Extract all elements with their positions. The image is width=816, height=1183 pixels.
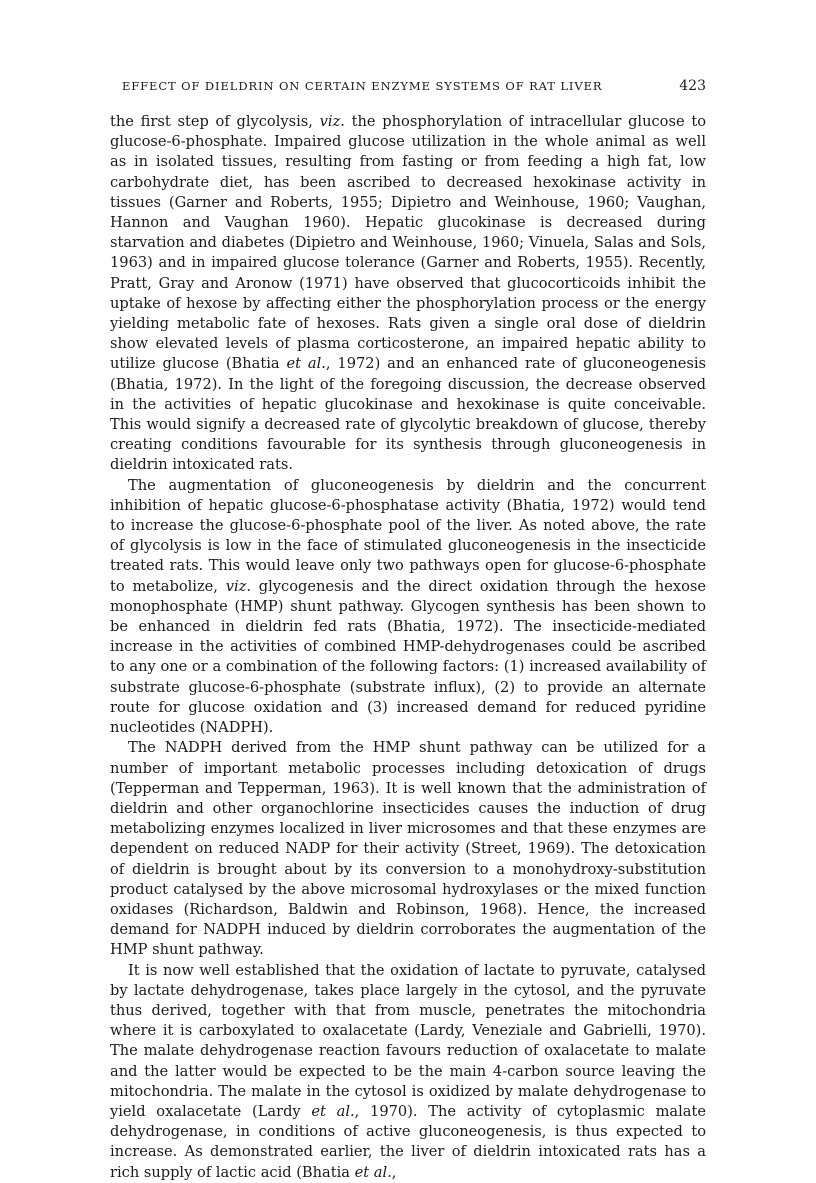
running-head bbox=[110, 78, 706, 94]
paragraph-3: The NADPH derived from the HMP shunt pathway can be utilized for a number of important metabolic processes including detoxication of drugs (Tepperman and Tepperman, 1963). It is well known that the administration of dieldrin and other organochlorine insecticides causes the induction of drug metabolizing enzymes localized in liver microsomes and that these enzymes are dependent on reduced NADP for their activity (Street, 1969). The detoxication of dieldrin is brought about by its conversion to a monohydroxy-substitution product catalysed by the above microsomal hydroxylases or the mixed function oxidases (Richardson, Baldwin and Robinson, 1968). Hence, the increased demand for NADPH induced by dieldrin corroborates the augmentation of the HMP shunt pathway. bbox=[110, 739, 706, 959]
journal-page bbox=[110, 78, 706, 1183]
paragraph-4: It is now well established that the oxidation of lactate to pyruvate, catalysed by lactate dehydrogenase, takes place largely in the cytosol, and the pyruvate thus derived, together with that from muscle, penetrates the mitochondria where it is carboxylated to oxalacetate (Lardy, Veneziale and Gabrielli, 1970). The malate dehydrogenase reaction favours reduction of oxalacetate to malate and the latter would be expected to be the main 4-carbon source leaving the mitochondria. The malate in the cytosol is oxidized by malate dehydrogenase to yield oxalacetate (Lardy et al., 1970). The activity of cytoplasmic malate dehydrogenase, in conditions of active gluconeogenesis, is thus expected to increase. As demonstrated earlier, the liver of dieldrin intoxicated rats has a rich supply of lactic acid (Bhatia et al., bbox=[110, 961, 706, 1181]
paragraph-1: the first step of glycolysis, viz. the phosphorylation of intracellular glucose to glucose-6-phosphate. Impaired glucose utilization in the whole animal as well as in isolated tissues, resulting from fasting or from feeding a high fat, low carbohydrate diet, has been ascribed to decreased hexokinase activity in tissues (Garner and Roberts, 1955; Dipietro and Weinhouse, 1960; Vaughan, Hannon and Vaughan 1960). Hepatic glucokinase is decreased during starvation and diabetes (Dipietro and Weinhouse, 1960; Vinuela, Salas and Sols, 1963) and in impaired glucose tolerance (Garner and Roberts, 1955). Recently, Pratt, Gray and Aronow (1971) have observed that glucocorticoids inhibit the uptake of hexose by affecting either the phosphorylation process or the energy yielding metabolic fate of hexoses. Rats given a single oral dose of dieldrin show elevated levels of plasma corticosterone, an impaired hepatic ability to utilize glucose (Bhatia et al., 1972) and an enhanced rate of gluconeogenesis (Bhatia, 1972). In the light of the foregoing discussion, the decrease observed in the activities of hepatic glucokinase and hexokinase is quite conceivable. This would signify a decreased rate of glycolytic breakdown of glucose, thereby creating conditions favourable for its synthesis through gluconeogenesis in dieldrin intoxicated rats. bbox=[110, 113, 707, 474]
article-body bbox=[110, 112, 706, 1183]
running-title: EFFECT OF DIELDRIN ON CERTAIN ENZYME SYSTEMS OF RAT LIVER bbox=[122, 79, 603, 93]
page-number: 423 bbox=[679, 78, 706, 94]
paragraph-2: The augmentation of gluconeogenesis by dieldrin and the concurrent inhibition of hepatic glucose-6-phosphatase activity (Bhatia, 1972) would tend to increase the glucose-6-phosphate pool of the liver. As noted above, the rate of glycolysis is low in the face of stimulated gluconeogenesis in the insecticide treated rats. This would leave only two pathways open for glucose-6-phosphate to metabolize, viz. glycogenesis and the direct oxidation through the hexose monophosphate (HMP) shunt pathway. Glycogen synthesis has been shown to be enhanced in dieldrin fed rats (Bhatia, 1972). The insecticide-mediated increase in the activities of combined HMP-dehydrogenases could be ascribed to any one or a combination of the following factors: (1) increased availability of substrate glucose-6-phosphate (substrate influx), (2) to provide an alternate route for glucose oxidation and (3) increased demand for reduced pyridine nucleotides (NADPH). bbox=[110, 476, 706, 737]
